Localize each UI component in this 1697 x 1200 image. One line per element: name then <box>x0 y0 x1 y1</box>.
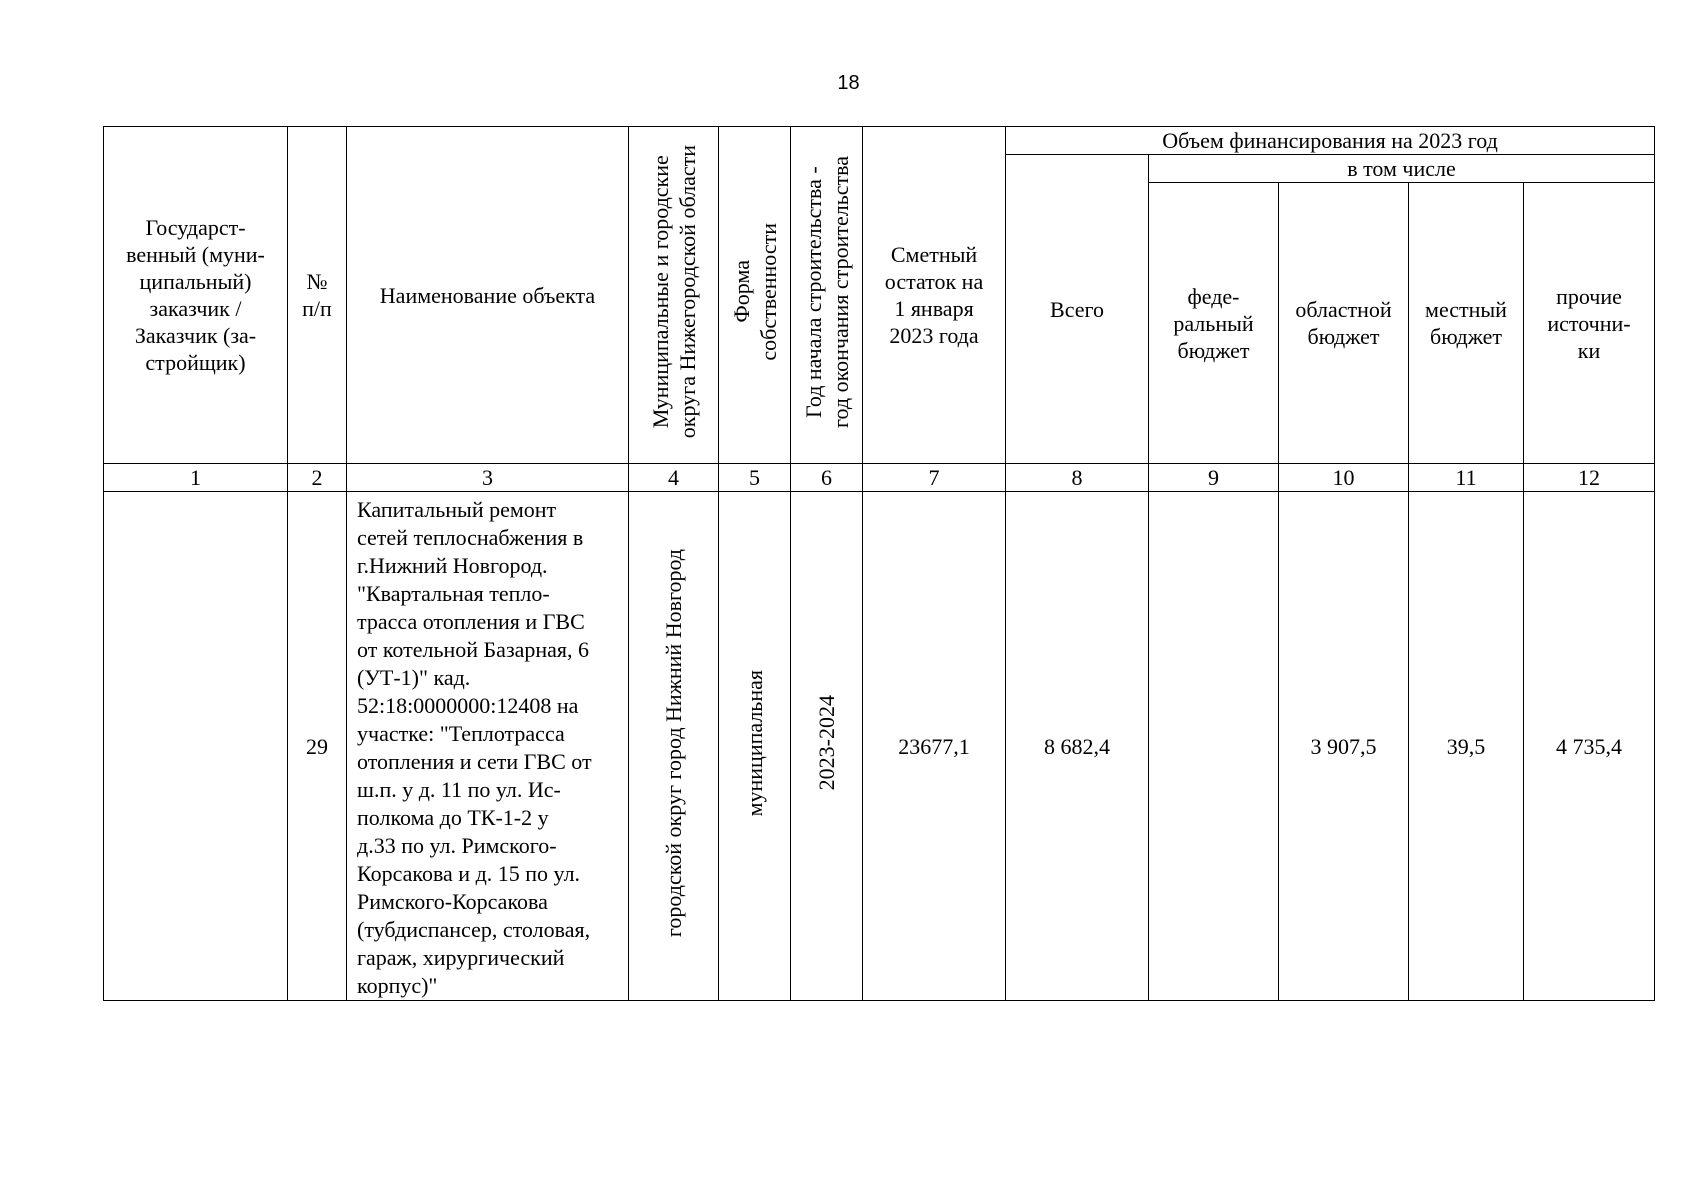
header-municipality: Муниципальные и городские округа Нижегородской области <box>647 145 700 439</box>
header-row-funding <box>104 127 1655 155</box>
column-number: 6 <box>791 464 863 492</box>
cell-years: 2023-2024 <box>814 695 839 791</box>
column-number: 5 <box>719 464 791 492</box>
cell-estimate: 23677,1 <box>863 492 1006 1001</box>
cell-municipality: городской округ город Нижний Новгород <box>661 548 686 938</box>
column-number: 8 <box>1006 464 1149 492</box>
cell-ownership: муниципальная <box>742 669 767 817</box>
cell-total: 8 682,4 <box>1006 492 1149 1001</box>
header-total: Всего <box>1006 155 1149 464</box>
header-funding-group: Объем финансирования на 2023 год <box>1006 127 1655 155</box>
header-ownership: Форма собственности <box>728 223 781 361</box>
cell-ownership-cell <box>719 492 791 1001</box>
column-number: 9 <box>1149 464 1279 492</box>
cell-municipality-cell <box>629 492 719 1001</box>
header-ownership-cell <box>719 127 791 464</box>
header-federal: феде- ральный бюджет <box>1149 183 1279 464</box>
cell-regional: 3 907,5 <box>1279 492 1409 1001</box>
cell-local: 39,5 <box>1409 492 1524 1001</box>
column-number: 1 <box>104 464 288 492</box>
header-municipality-cell <box>629 127 719 464</box>
table-row <box>104 492 1655 1001</box>
header-years: Год начала строительства - год окончания строительства <box>800 156 853 428</box>
cell-number: 29 <box>288 492 347 1001</box>
cell-years-cell <box>791 492 863 1001</box>
column-number-row <box>104 464 1655 492</box>
column-number: 4 <box>629 464 719 492</box>
column-number: 7 <box>863 464 1006 492</box>
header-object-name: Наименование объекта <box>347 127 629 464</box>
column-number: 10 <box>1279 464 1409 492</box>
header-years-cell <box>791 127 863 464</box>
cell-federal <box>1149 492 1279 1001</box>
header-local: местный бюджет <box>1409 183 1524 464</box>
column-number: 3 <box>347 464 629 492</box>
header-number: № п/п <box>288 127 347 464</box>
header-estimate: Сметный остаток на 1 января 2023 года <box>863 127 1006 464</box>
page-number: 18 <box>837 72 860 94</box>
header-other: прочие источни- ки <box>1524 183 1655 464</box>
cell-object-name: Капитальный ремонт сетей теплоснабжения в г.Нижний Новгород. "Квартальная тепло- трасса отопления и ГВС от котельной Базарная, 6 (УТ-1)" кад. 52:18:0000000:12408 на участке: "Теплотрасса отопления и сети ГВС от ш.п. у д. 11 по ул. Ис- полкома до ТК-1-2 у д.33 по ул. Римского- Корсакова и д. 15 по ул. Римского-Корсакова (тубдиспансер, столовая, гараж, хирургический корпус)" <box>347 492 629 1001</box>
header-regional: областной бюджет <box>1279 183 1409 464</box>
cell-customer <box>104 492 288 1001</box>
financing-table <box>103 126 1655 1001</box>
cell-other: 4 735,4 <box>1524 492 1655 1001</box>
column-number: 12 <box>1524 464 1655 492</box>
column-number: 11 <box>1409 464 1524 492</box>
column-number: 2 <box>288 464 347 492</box>
header-including: в том числе <box>1149 155 1655 183</box>
header-customer: Государст- венный (муни- ципальный) заказчик / Заказчик (за- стройщик) <box>104 127 288 464</box>
